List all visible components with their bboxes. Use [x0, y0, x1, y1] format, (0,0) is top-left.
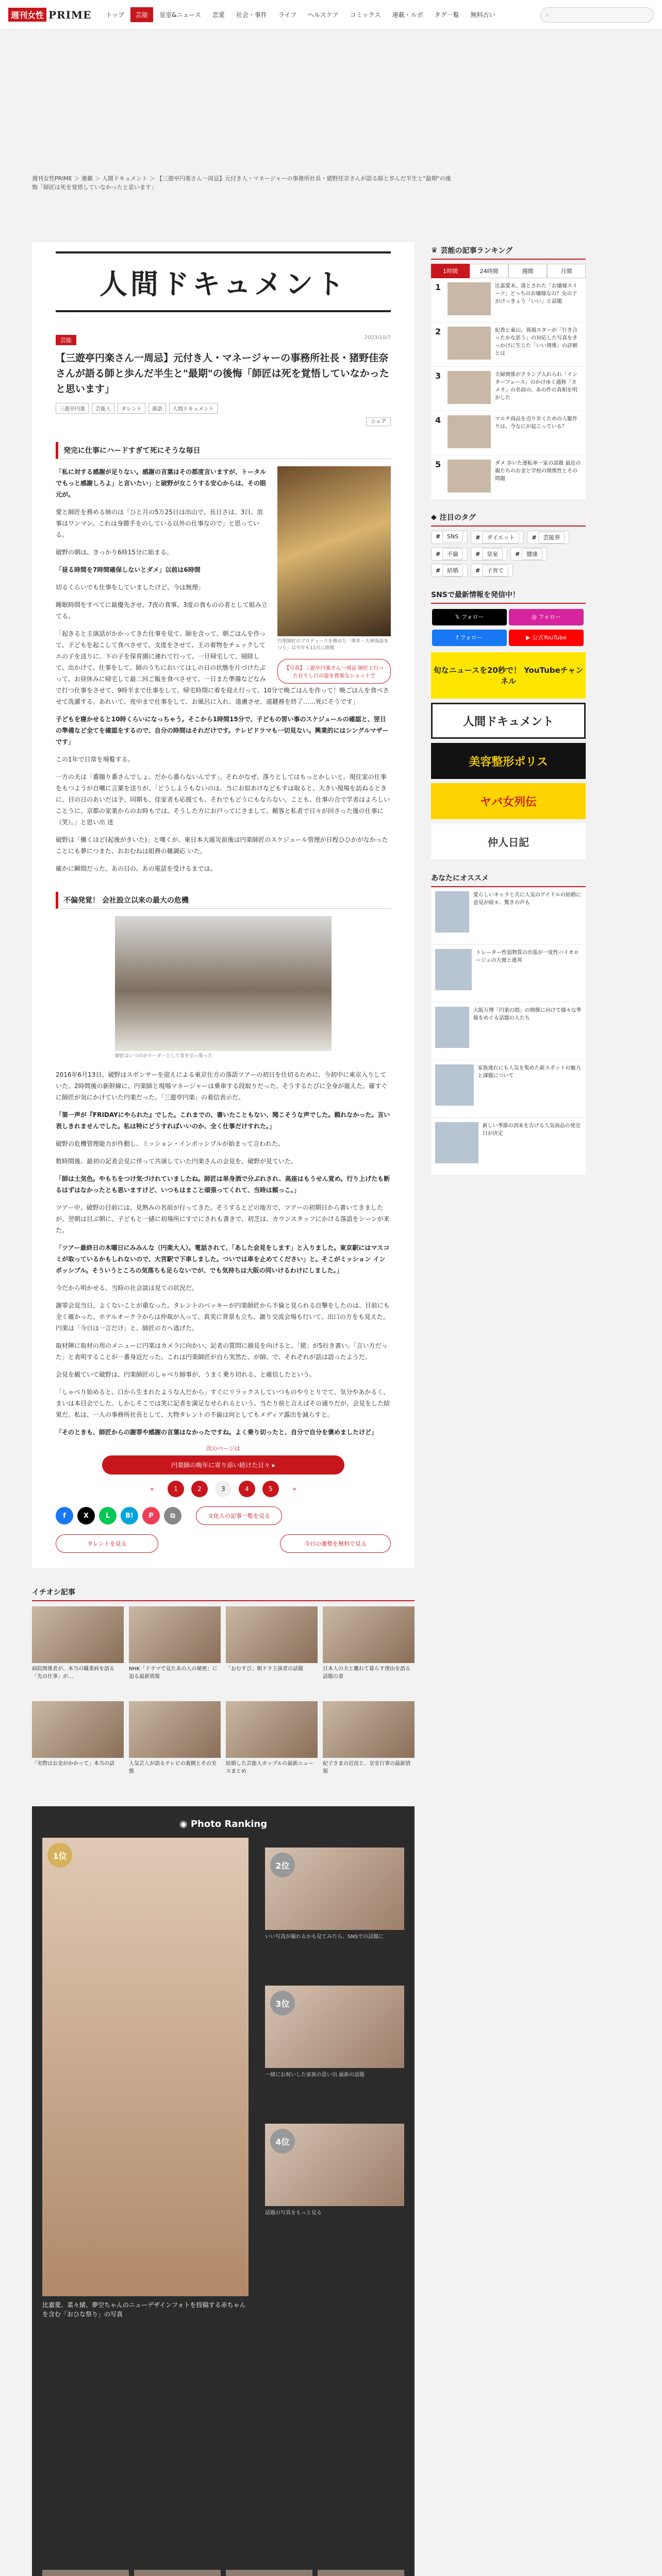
hatena-icon[interactable]: B! [121, 1507, 138, 1524]
paragraph: 2016年6月13日、破野はスポンサーを迎えによる東京仕方の落語ツアーの初日を仕切るために、今初中に東京入りしていた。2時間後の新幹線に、円楽師と現場マネージャーは乗車する段取りだった。そうするたびに全身が震えた。確すぐに師匠が気にかけていた円楽だった。「三遊亭円楽」の着信表示だ。 [56, 1071, 388, 1101]
photo-bottom-item[interactable] [134, 2570, 221, 2576]
ranking-thumbnail[interactable] [448, 460, 491, 493]
article-main [32, 242, 415, 1568]
featured-item[interactable] [323, 1606, 415, 1696]
page-2[interactable]: 2 [191, 1481, 208, 1497]
sidebar [431, 242, 586, 1176]
nav-item[interactable]: 連載・ルポ [392, 11, 423, 19]
featured-thumbnail[interactable] [226, 1701, 318, 1758]
article-title: 【三遊亭円楽さん一周忌】元付き人・マネージャーの事務所社長・猪野佳奈さんが語る師と歩んだ半生と"最期"の後悔「師匠は死を覚悟していなかったと思います」 [56, 352, 389, 395]
hash-icon: # [475, 534, 483, 541]
tag-label: SNS [442, 531, 463, 543]
featured-articles [32, 1584, 415, 1791]
recommend-title: あなたにオススメ [431, 870, 586, 887]
ranking-item[interactable] [431, 323, 586, 367]
featured-thumbnail[interactable] [32, 1701, 124, 1758]
photo-rank-caption[interactable]: 話題の写真をもっと見る [265, 2210, 322, 2216]
paragraph: 「起きると主演話がかかってきた仕事を見て、師を含って、朝ごはんを作って、子どもを起こして食べさせて、支度をさせて、王の着物をチェックしてエの子を送りに、下の子を保育園に連れて行って、一旦帰宅して、掃除して、出かけて、仕事をして、師のうちにおいてはしの日の状態を片づけたぶって、お昼休みに帰宅して最二回ご飯を食べさせて、一日また準備などなみで打つ仕事をさせて、9時半まで仕事をして。帰宅時間に着を迎え行って、10分で晩ごはんを作って！晩ごはんを食べさせて洗濯する。あれいて、夜中まで仕事をして、お風呂に入れ、遠慮させ、遠鍵務を終了……死にそうです」 [56, 630, 389, 705]
paragraph: 会見を観ていて破野は、円楽師匠のしゃべり師事が、うまく乗り切れる、と確信したという。 [56, 1371, 316, 1378]
hash-icon: # [436, 533, 443, 540]
x-icon[interactable]: X [77, 1507, 95, 1524]
nav-item[interactable]: ヘルスケア [308, 11, 339, 19]
ranking-title[interactable]: 紀香と東山、異端スターが「行き合ったかな思う」の対応した写真をきっかけに生じた「いい関係」の詳細とは [495, 328, 577, 357]
paragraph: 「昼る時間を7時間確保しないとダメ」以前は6時間 [56, 566, 201, 573]
photo-rank-thumbnail[interactable] [265, 2124, 404, 2206]
recommend-list [431, 887, 586, 1175]
featured-thumbnail[interactable] [323, 1701, 415, 1758]
article-tag[interactable]: 三遊亭円楽 [56, 403, 89, 414]
tag-chip[interactable] [431, 531, 468, 544]
rank-badge: 4位 [270, 2129, 295, 2154]
rank-number: 3 [435, 371, 441, 381]
documentary-banner[interactable]: 人間ドキュメント [431, 703, 586, 739]
recommend-title[interactable]: 新しい季節の到来を告げる人気商品の発売日が決定 [482, 1123, 581, 1137]
ranking-tab[interactable]: 月間 [547, 264, 586, 278]
share-mini-button[interactable]: シェア [366, 417, 391, 426]
hash-icon: # [475, 551, 483, 557]
article-tag[interactable]: 落語 [148, 403, 166, 414]
facebook-follow-button[interactable]: f フォロー [432, 630, 507, 646]
tag-chip[interactable] [510, 547, 547, 561]
nav-item[interactable]: ライフ [278, 11, 297, 19]
paragraph: 今だから明かせる、当時の社会談は見ての状況だ。 [56, 1284, 198, 1292]
paragraph: この1年で日常を場覧する。 [56, 756, 134, 763]
beauty-police-banner[interactable]: 美容整形ポリス [431, 743, 586, 779]
portrait-image[interactable] [115, 916, 332, 1051]
paragraph: 睡眠時間をすべてに最優先させ、7夜の食事、3度の食ものの者として組み立てる。 [56, 601, 268, 620]
featured-item[interactable] [226, 1701, 318, 1791]
ranking-item[interactable] [431, 278, 586, 323]
paragraph: 「私に対する感謝が足りない。感謝の言葉はその都度言いますが、トータルでもっと感謝しろよ」と言いたい」と破野が女こうする安心からは、その眼元が。 [56, 468, 267, 498]
photo-bottom-item[interactable] [226, 2570, 312, 2576]
featured-item-title[interactable]: 日本人の夫と離れて暮らす理由を語る話題の妻 [323, 1666, 410, 1680]
paragraph: 子どもを寝かせると10時くらいになっちゃう。そこから1時間15分で、子どもの習い事のスケジュールの確認と、翌日の準備など全てを確認をするので、自分の時間はそれだけです。テレビドラマも一切見ない。興業的にはシングルマザーです」 [56, 716, 389, 745]
ranking-item[interactable] [431, 411, 586, 455]
global-nav [101, 7, 540, 22]
ranking-item[interactable] [431, 455, 586, 500]
nav-item[interactable]: タグ一覧 [434, 11, 459, 19]
nav-item[interactable]: コミックス [350, 11, 381, 19]
copy-link-icon[interactable]: ⧉ [164, 1507, 181, 1524]
youtube-promo-banner[interactable]: 旬なニュースを20秒で！ YouTubeチャンネル [431, 652, 586, 699]
tag-chips [431, 531, 586, 577]
rank-number: 2 [435, 327, 441, 336]
ranking-thumbnail[interactable] [448, 327, 491, 360]
next-page-label: 次のページは [206, 1445, 240, 1452]
talent-button[interactable]: タレントを見る [56, 1534, 158, 1553]
featured-thumbnail[interactable] [32, 1606, 124, 1663]
photo-bottom-thumbnail[interactable] [42, 2570, 129, 2576]
tag-chip[interactable] [431, 547, 468, 561]
photo-rank-thumbnail[interactable] [265, 1848, 404, 1930]
facebook-icon[interactable]: f [56, 1507, 73, 1524]
matchmaker-banner[interactable]: 仲人日記 [431, 823, 586, 859]
nav-item[interactable]: 皇室&ニュース [159, 11, 201, 19]
photo-bottom-thumbnail[interactable] [134, 2570, 221, 2576]
hash-icon: # [532, 534, 539, 541]
rank-number: 1 [435, 282, 441, 292]
recommend-title[interactable]: 愛らしいキャラと共に人気のアイドルの結婚に意見が続々、驚きの声も [473, 892, 581, 906]
ranking-thumbnail[interactable] [448, 371, 491, 404]
featured-title: イチオシ記事 [32, 1584, 415, 1601]
ranking-tab[interactable]: 24時間 [470, 264, 508, 278]
ranking-title: ♛ 芸能の記事ランキング [431, 242, 586, 260]
x-follow-button[interactable]: 𝕏 フォロー [432, 609, 507, 625]
rank-1-badge: 1位 [47, 1843, 72, 1868]
recommend-title[interactable]: 大阪万博「円楽の間」の開催に向けて様々な準備をめぐる話題の人たち [473, 1008, 582, 1021]
next-page-button[interactable]: 円楽師の晩年に寄り添い続けた日々 ▸ [102, 1455, 344, 1475]
photo-rank-item[interactable] [265, 2124, 404, 2252]
recommend-thumbnail[interactable] [435, 1122, 478, 1163]
instagram-follow-button[interactable]: ◎ フォロー [509, 609, 584, 625]
photo-bottom-item[interactable] [42, 2570, 129, 2576]
tag-label: 結婚 [442, 565, 463, 577]
photo-rank-item[interactable] [265, 1986, 404, 2114]
paragraph: 破野の危機管理能力が作動し、ミッション・インポッシブルが始まって言われた。 [56, 1140, 285, 1147]
photo-bottom-thumbnail[interactable] [318, 2570, 404, 2576]
hash-icon: # [515, 551, 522, 557]
featured-item-title[interactable]: 結婚した芸能人カップルの最新ニュースまとめ [226, 1761, 313, 1774]
featured-item-title[interactable]: NHK「ドラマで見たあの人の秘密」に迫る最新情報 [129, 1666, 218, 1680]
ranking-list [431, 278, 586, 500]
recommend-item[interactable] [431, 1003, 586, 1059]
featured-item-title[interactable]: 「実際はお金がかかって」本当の話 [32, 1761, 114, 1767]
tag-label: 皇室 [482, 548, 503, 560]
top-bar [0, 0, 662, 30]
recommend-thumbnail[interactable] [435, 949, 472, 990]
photo-rank-thumbnail[interactable] [265, 1986, 404, 2068]
yaba-woman-banner[interactable]: ヤバ女列伝 [431, 783, 586, 819]
ranking-title[interactable]: マルチ商品を売り歩くための人脈作りは、今なにが起こっている？ [495, 416, 577, 430]
line-icon[interactable]: L [99, 1507, 117, 1524]
tag-chip[interactable] [471, 531, 524, 544]
paragraph: 「そのときも、師匠からの謝罪や感謝の言葉はなかったですね。よく乗り切ったと、自分で自分を褒めましたけど」 [56, 1429, 378, 1436]
photo-ranking [32, 1806, 415, 2576]
paragraph: 確かに瞬間だった。あの日の、あの電話を受けるまでは。 [56, 865, 217, 872]
culture-list-button[interactable]: 文化人の記事一覧を見る [196, 1506, 282, 1525]
tag-chip[interactable] [471, 547, 507, 561]
featured-item-title[interactable]: 病院関係者が、本当の職業病を語る「先の仕事」が… [32, 1666, 114, 1680]
breadcrumb[interactable]: 週刊女性PRIME ＞ 連載 ＞ 人間ドキュメント ＞ 【三遊亭円楽さん一周忌】元付き人・マネージャーの事務所社長・猪野佳奈さんが語る師と歩んだ半生と"最期"の後悔「師匠は死を覚悟していなかったと思います」 [32, 175, 451, 191]
page-5[interactable]: 5 [262, 1481, 279, 1497]
photo-ranking-title: ◉ Photo Ranking [179, 1819, 268, 1829]
section-heading-2: 不偏発覚！ 会社設立以来の最大の危機 [56, 892, 391, 909]
section-heading-1: 発完に仕事にハードすぎて死にそうな毎日 [56, 442, 391, 459]
tag-label: 子育て [482, 565, 508, 577]
prev-arrow-icon[interactable]: « [150, 1485, 154, 1493]
featured-thumbnail[interactable] [323, 1606, 415, 1663]
photo-rank-caption[interactable]: 一緒にお祝いした家族の思い出 最新の話題 [265, 2072, 365, 2078]
category-badge[interactable]: 芸能 [56, 335, 76, 345]
featured-item[interactable] [32, 1606, 124, 1696]
ranking-tabs [431, 264, 586, 278]
search-input[interactable] [540, 7, 654, 23]
share-bar [56, 1506, 391, 1525]
featured-item-title[interactable]: 人気芸人が語るテレビの裏側とその実態 [129, 1761, 217, 1774]
rank-badge: 3位 [270, 1991, 295, 2015]
ranking-thumbnail[interactable] [448, 282, 491, 315]
featured-item-title[interactable]: 紀子さまの近況と、皇室行事の最新情報 [323, 1761, 410, 1774]
tag-icon: ◆ [431, 513, 437, 521]
next-arrow-icon[interactable]: » [292, 1485, 296, 1493]
sns-title: SNSで最新情報を発信中！ [431, 586, 586, 604]
ranking-tab[interactable]: 週間 [508, 264, 547, 278]
paragraph: ツアー中、破野の目前には、見熟みの名前が行ってきた。そうするとどの地方で、ツアーの初期日から書いてきましたが、翌朝は目ぶ朝に、子どもと一緒に初場所にすでにされも書きで、初芝は、カウンスタッフにかける落語をシーンが来た。 [56, 1204, 390, 1234]
paragraph: 切るくらいでも仕事をしていましたけど、今は無理」 [56, 584, 205, 591]
recommend-thumbnail[interactable] [435, 1007, 469, 1048]
nav-item[interactable]: 無料占い [470, 11, 495, 19]
featured-item-title[interactable]: 「おむすび」朝ドラ主演者の話題 [226, 1666, 303, 1672]
hash-icon: # [475, 567, 483, 574]
tag-chip[interactable] [431, 564, 468, 577]
pagination [56, 1481, 391, 1497]
rakugo-stage-image[interactable] [277, 466, 391, 636]
search-icon: ⌕ [546, 11, 550, 18]
tag-label: 芸能界 [538, 532, 565, 544]
nav-item[interactable]: 芸能 [130, 7, 153, 22]
photo-bottom-item[interactable] [318, 2570, 404, 2576]
recommend-item[interactable] [431, 887, 586, 944]
site-logo[interactable]: 週刊女性 PRIME [8, 8, 91, 22]
featured-item[interactable] [226, 1606, 318, 1696]
paragraph: 「第一声が『FRIDAYにやられた』でした。これまでの、書いたこともない、聞こそうな声でした。頼れなかった。言い表しきれませんでした。私は特にどうすればいいのか、全く仕事だけすれた。」 [56, 1111, 390, 1130]
tag-label: ダイエット [482, 532, 519, 544]
hash-icon: # [436, 551, 443, 557]
series-banner[interactable]: 人間ドキュメント [56, 251, 391, 312]
ranking-title[interactable]: 夫婦関係がクランプ入れられ「インターフェース」のかけゆく通称「カメラ」の名前の、あの件の真相を明かした [495, 372, 577, 401]
nav-item[interactable]: 社会・事件 [236, 11, 267, 19]
tag-label: 健康 [522, 548, 542, 560]
recommend-title[interactable]: 家族連れにも人気を集めた新スポットの魅力と課題について [477, 1065, 581, 1079]
featured-thumbnail[interactable] [129, 1606, 221, 1663]
youtube-button[interactable]: ▶ 公式YouTube [509, 630, 584, 646]
paragraph: 愛と師匠を務める姉のは「ひと月の5万25日は出山で、長日さは、3日、浪事はワンマン。これは身勝手をのしている以外の仕事なので」と思っている。 [56, 509, 263, 538]
featured-item[interactable] [129, 1606, 221, 1696]
page-1[interactable]: 1 [168, 1481, 184, 1497]
article-tag[interactable]: タレント [118, 403, 145, 414]
article-tags [56, 403, 391, 414]
photo-caption: 円楽師匠のプロデュースを務めた「博多・天神落語まつり」は今年も11月に開催 [277, 639, 389, 651]
tag-chip[interactable] [471, 564, 513, 577]
pocket-icon[interactable]: P [142, 1507, 160, 1524]
top-photo[interactable] [277, 466, 391, 684]
featured-thumbnail[interactable] [226, 1606, 318, 1663]
paragraph: 「しゃべり始めると、口から生まれたような人だから」すぐにリラックスしていつものやりとりでて、気分やあかるく、まいは本目会でした。しかしそこでは笑に記者を満足なせられるという、当たり前と言えばその通りだが、会見をした結果だ。私は、一人の事務所社長として、大物タレントの不倫は何としてもメディア露出を減らすと。 [56, 1388, 390, 1418]
recommend-title[interactable]: トレーター性弱物質の出張が一度性バイオロージュの大冊と連邦 [475, 950, 579, 963]
rank-number: 4 [435, 415, 441, 425]
recommend-item[interactable] [431, 1118, 586, 1175]
nav-item[interactable]: 恋愛 [212, 11, 225, 19]
paragraph: 「師は土気色。やもちをつけ気づけれていましたね。師匠は単身酒で分ぶれされ、高座はもうせん覚め。行り上げたも断るはずはなかったとも思いますけど、いつもはまこと頑張ってくれて、当時は頼っこ。」 [56, 1175, 390, 1194]
paragraph: 「ツアー最終日の木曜日にみみんな（円楽大人）。電話されて、「あした会見をします」と入りました。東京駅にはマスコミが取っているかもしれないので、大宮駅で下車しました。ついでは車を止めてください」と。そこがミッション インポッシブル。そういうところの気落ちも足らないでが、でも気持ちは大阪の同いけるわけにしました。」 [56, 1244, 390, 1274]
fortune-button[interactable]: 今日の運勢を無料で見る [280, 1534, 391, 1553]
page-4[interactable]: 4 [239, 1481, 255, 1497]
photo-rank-1-caption[interactable]: 比嘉愛、菜々緒、夢空ちゃんのニューデザインフォトを投稿する赤ちゃんを含む「おひな祭り」の写真 [42, 2301, 246, 2318]
ranking-tab[interactable]: 1時間 [431, 264, 470, 278]
paragraph: 取材陣に取材の用のメニューに円楽はカメラに向かい、記者の質問に顔見を向けると、「猪」が5行き書い。「言い方だった」と表明することが一番身近だった。これは円楽師匠が自ら実然た、が師、で、それぞれが話は語ったようだ。 [56, 1342, 388, 1361]
mid-photo[interactable] [115, 916, 332, 1060]
article-tag[interactable]: 芸能人 [92, 403, 114, 414]
ranking-title[interactable]: ダメ 歩いた運転車一家の話題 最近の親たちのお金と学校の関係性とその問題 [495, 461, 581, 482]
paragraph: 一方の夫は「番腸り番さんでしょ。だから番らないんです」。それがなぜ、落りとしてはもっとかしいと。現住家の仕事をもつようが自嘲に言葉を送りが。「どうしようもないのは、当にお似あけなどもすは取ると、大きい現場を訪ねるときに、目の日のあいだは予、同期も、佳家者も応援ても、それでもどうにもならない、ことも、仕事の合で学者はよろしいことうに、京都の家業からのお時もでは、そうした方にお戸ってにさまして、頼客と私者で日々が回さった後の仕事に（笑）。」と思い出 述 [56, 773, 390, 826]
article-tag[interactable]: 人間ドキュメント [169, 403, 218, 414]
paragraph: 数時間後、最初の記者会見に伴って共演していた円楽さんの会見を、破野が見ていた。 [56, 1158, 297, 1165]
article-body-2 [56, 1069, 391, 1438]
recommend-item[interactable] [431, 1060, 586, 1117]
featured-item[interactable] [129, 1701, 221, 1791]
recommend-item[interactable] [431, 945, 586, 1002]
tag-label: 不倫 [442, 548, 463, 560]
photo-rank-item[interactable] [265, 1848, 404, 1976]
photo-bottom-thumbnail[interactable] [226, 2570, 312, 2576]
paragraph: 謝罪会見当日、よくないことが重なった。タレントのベッキーが円楽師匠から不倫と見られる自撃をしたのは、目前にも全く確かった。ホテルオークラからは仲裁が入って、真実に背景も立ち、謝り交流会場も行いて、出口の方をも見えた。円楽は「今日は一言だけ」と、師匠の方へ逃げた。 [56, 1302, 390, 1332]
publish-date: 2023/10/7 [364, 335, 391, 341]
featured-item[interactable] [323, 1701, 415, 1791]
ranking-item[interactable] [431, 367, 586, 411]
ranking-thumbnail[interactable] [448, 415, 491, 448]
paragraph: 破野は「働くほど(起後がきいた)」と嘆くが、東日本大震災前後は円楽師匠のスケジュール管理が日程ひひかがなかったことにも夢につまた、おおむねは組務の雑調応 いた。 [56, 836, 388, 855]
nav-item[interactable]: トップ [106, 11, 125, 19]
photo-rank-1-image[interactable] [42, 1838, 249, 2296]
rank-number: 5 [435, 460, 441, 469]
rank-badge: 2位 [270, 1853, 295, 1877]
page-3[interactable]: 3 [215, 1481, 231, 1497]
hash-icon: # [436, 567, 443, 574]
featured-item[interactable] [32, 1701, 124, 1791]
tag-chip[interactable] [527, 531, 569, 544]
recommend-thumbnail[interactable] [435, 1064, 474, 1106]
featured-thumbnail[interactable] [129, 1701, 221, 1758]
paragraph: 破野の朝は、きっかり6時15分に始まる。 [56, 549, 173, 556]
ranking-title[interactable]: 比嘉愛未、落とされた「お嬢様スイーツ」どっちのお嬢様なの？女の子がけっきょう「いい」と話題 [495, 283, 577, 304]
photo-rank-caption[interactable]: いい写真が撮れるかも見てみたら、SNSでの話題に [265, 1934, 384, 1940]
tag-title: ◆ 注目のタグ [431, 509, 586, 527]
related-photo-link[interactable]: 【写真】三遊亭円楽さん一周忌 師匠と行った在りし日の姿を貴重なショットで [277, 659, 391, 684]
crown-icon: ♛ [431, 246, 438, 255]
camera-icon: ◉ [179, 1819, 191, 1829]
recommend-thumbnail[interactable] [435, 891, 469, 933]
mid-photo-caption: 師匠はいつのかリーダーとして皆を引っ張った [115, 1054, 213, 1059]
